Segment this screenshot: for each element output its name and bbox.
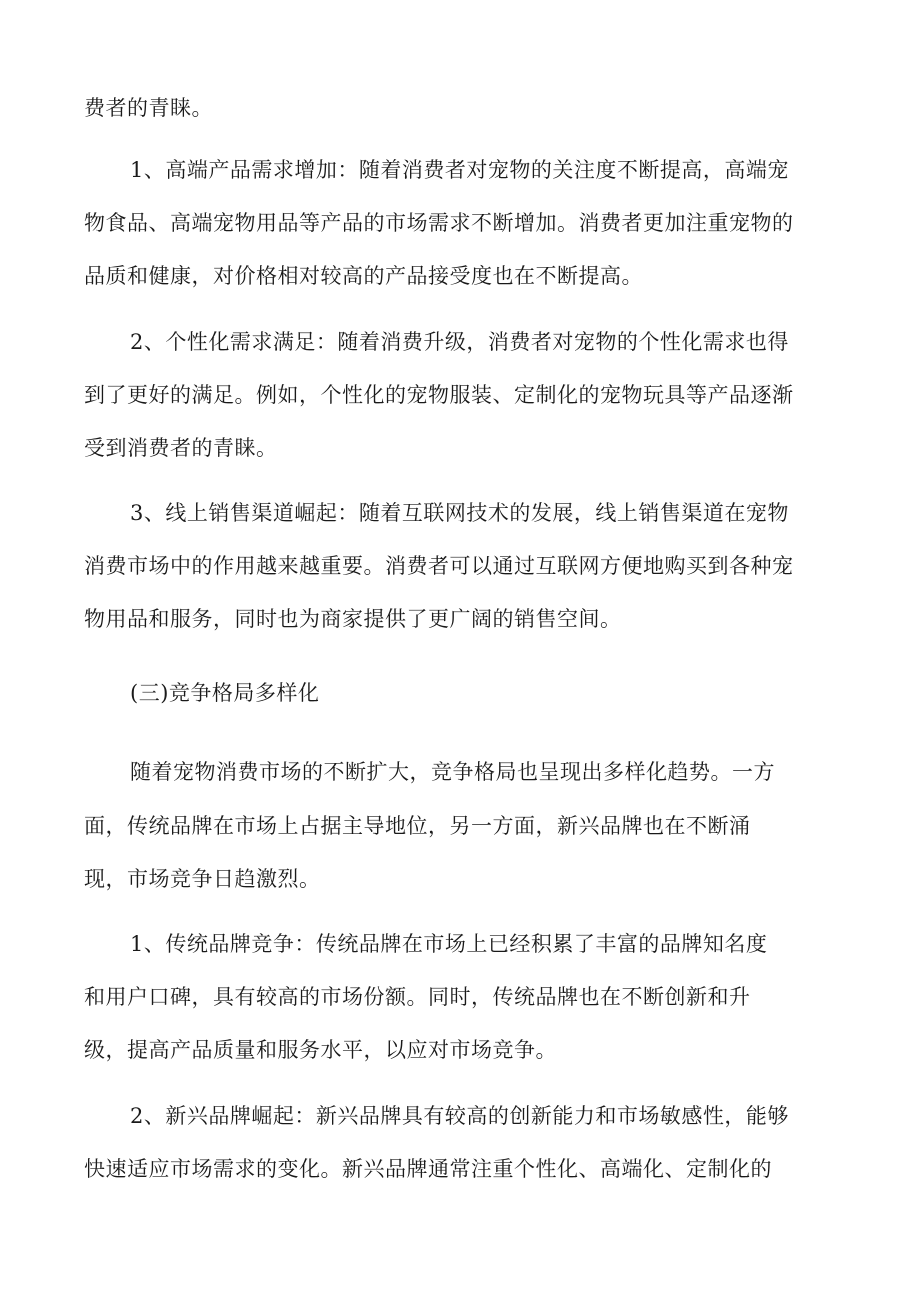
paragraph-line: 2、新兴品牌崛起：新兴品牌具有较高的创新能力和市场敏感性，能够 <box>130 1104 789 1128</box>
paragraph-line: 1、传统品牌竞争：传统品牌在市场上已经积累了丰富的品牌知名度 <box>130 932 768 956</box>
paragraph-line: 2、个性化需求满足：随着消费升级，消费者对宠物的个性化需求也得 <box>130 330 789 354</box>
paragraph-line: 1、高端产品需求增加：随着消费者对宠物的关注度不断提高，高端宠 <box>130 158 789 182</box>
paragraph-fragment: 费者的青睐。 <box>84 96 213 120</box>
section-heading: (三)竞争格局多样化 <box>130 681 320 705</box>
paragraph-line: 物食品、高端宠物用品等产品的市场需求不断增加。消费者更加注重宠物的 <box>84 211 794 235</box>
paragraph-line: 到了更好的满足。例如，个性化的宠物服装、定制化的宠物玩具等产品逐渐 <box>84 383 794 407</box>
paragraph-line: 品质和健康，对价格相对较高的产品接受度也在不断提高。 <box>84 264 643 288</box>
paragraph-line: 受到消费者的青睐。 <box>84 436 278 460</box>
paragraph-line: 级，提高产品质量和服务水平，以应对市场竞争。 <box>84 1038 557 1062</box>
paragraph-line: 3、线上销售渠道崛起：随着互联网技术的发展，线上销售渠道在宠物 <box>130 501 789 525</box>
paragraph-line: 消费市场中的作用越来越重要。消费者可以通过互联网方便地购买到各种宠 <box>84 554 794 578</box>
paragraph-line: 和用户口碑，具有较高的市场份额。同时，传统品牌也在不断创新和升 <box>84 985 751 1009</box>
paragraph-line: 面，传统品牌在市场上占据主导地位，另一方面，新兴品牌也在不断涌 <box>84 814 751 838</box>
paragraph-line: 随着宠物消费市场的不断扩大，竞争格局也呈现出多样化趋势。一方 <box>130 760 775 784</box>
paragraph-line: 现，市场竞争日趋激烈。 <box>84 867 321 891</box>
paragraph-line: 快速适应市场需求的变化。新兴品牌通常注重个性化、高端化、定制化的 <box>84 1157 772 1181</box>
paragraph-line: 物用品和服务，同时也为商家提供了更广阔的销售空间。 <box>84 607 622 631</box>
